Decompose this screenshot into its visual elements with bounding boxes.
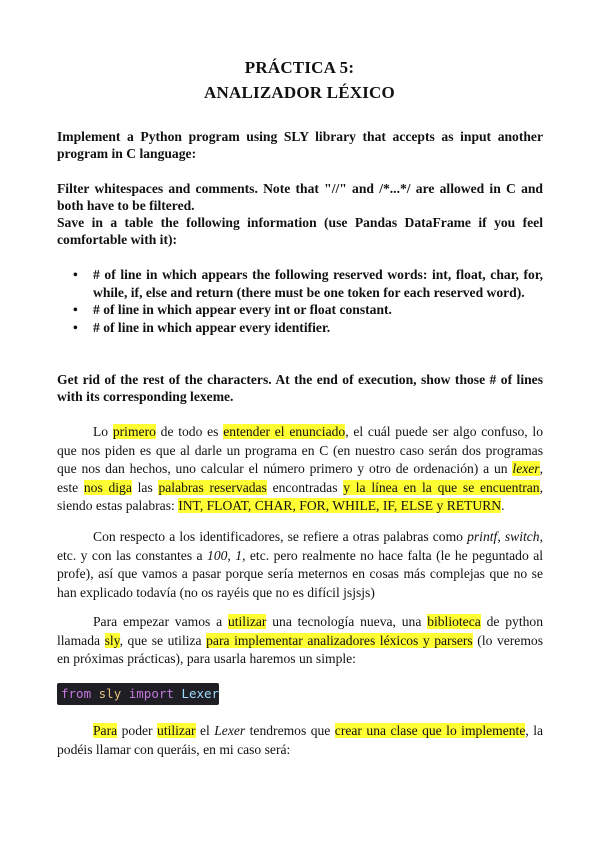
- highlight: y la línea en la que se encuentran: [343, 479, 540, 495]
- instruction-intro: Implement a Python program using SLY library that accepts as input another program in C language:: [57, 129, 543, 161]
- paragraph-lexer: Para poder utilizar el Lexer tendremos que crear una clase que lo implemente, la podéis llamar con queráis, en mi caso será:: [57, 723, 544, 757]
- instruction-filter: Filter whitespaces and comments. Note that "//" and /*...*/ are allowed in C and both have to be filtered.: [57, 181, 543, 213]
- requirement-item: [57, 266, 543, 301]
- requirements-list: [57, 266, 543, 336]
- highlight: utilizar: [227, 614, 267, 629]
- highlight: Para: [93, 723, 118, 738]
- requirement-text: # of line in which appears the following reserved words: int, float, char, for, while, if, else and return (there must be one token for each reserved word).: [93, 267, 543, 300]
- highlight: entender el enunciado: [223, 424, 346, 439]
- highlight: palabras reservadas: [158, 479, 267, 495]
- highlight: crear una clase que lo implemente: [334, 723, 526, 738]
- highlight: utilizar: [157, 723, 196, 738]
- requirement-text: # of line in which appear every int or float constant.: [93, 302, 392, 317]
- highlight: para implementar analizadores léxicos y parsers: [206, 632, 473, 648]
- code-snippet: from sly import Lexer: [57, 683, 219, 705]
- bullet-icon: •: [73, 302, 78, 317]
- title-line-1: PRÁCTICA 5:: [244, 58, 355, 77]
- requirement-item: [57, 319, 543, 337]
- highlight: lexer: [512, 461, 540, 476]
- paragraph-sly: Para empezar vamos a utilizar una tecnología nueva, una biblioteca de python llamada sly, que se utiliza para implementar analizadores léxicos y parsers (lo veremos en próximas prácticas), para usarla haremos un simple:: [57, 614, 543, 666]
- paragraph-enunciado: Lo primero de todo es entender el enunciado, el cuál puede ser algo confuso, lo que nos piden es que al darle un programa en C (en nuestro caso serán dos programas que nos dan hechos, uno calcular el número primero y otro de ordenación) a un lexer, este nos diga las palabras reservadas encontradas y la línea en la que se encuentran, siendo estas palabras: INT, FLOAT, CHAR, FOR, WHILE, IF, ELSE y RETURN.: [57, 424, 544, 513]
- bullet-icon: •: [73, 319, 78, 335]
- highlight: INT, FLOAT, CHAR, FOR, WHILE, IF, ELSE y RETURN: [178, 498, 502, 513]
- highlight: biblioteca: [427, 614, 481, 629]
- paragraph-identificadores: Con respecto a los identificadores, se refiere a otras palabras como printf, switch, etc. y con las constantes a 100, 1, etc. pero realmente no hace falta (le he peguntado al profe), así que vamos a pasar porque sería meternos en cosas más complejas que no se han explicado todavía (no os rayéis que no es difícil jsjsjs): [57, 529, 544, 600]
- instruction-save: Save in a table the following information (use Pandas DataFrame if you feel comfortable with it):: [57, 215, 543, 247]
- bullet-icon: •: [73, 267, 78, 282]
- highlight: sly: [104, 632, 120, 648]
- highlight: nos diga: [83, 479, 132, 495]
- requirement-text: # of line in which appear every identifier.: [93, 319, 331, 335]
- instruction-rest: Get rid of the rest of the characters. At the end of execution, show those # of lines with its corresponding lexeme.: [57, 372, 543, 404]
- highlight: primero: [112, 424, 156, 439]
- requirement-item: [57, 301, 543, 319]
- title-line-2: ANALIZADOR LÉXICO: [204, 83, 395, 102]
